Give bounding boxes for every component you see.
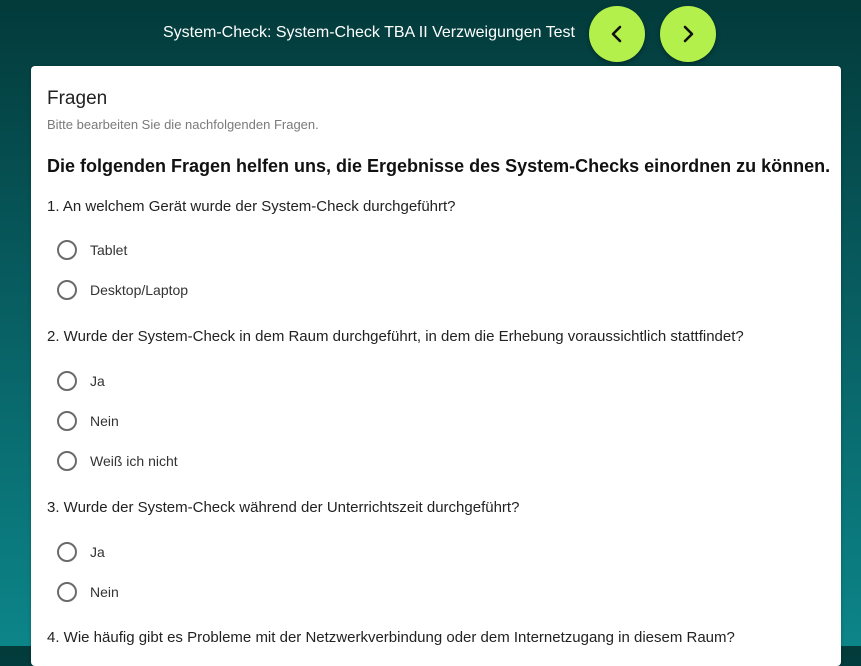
radio-option-ja[interactable] xyxy=(57,370,105,392)
option-label: Ja xyxy=(90,373,105,389)
radio-option-desktop-laptop[interactable] xyxy=(57,279,188,301)
option-label: Ja xyxy=(90,544,105,560)
radio-circle-icon[interactable] xyxy=(57,542,77,562)
questions-card xyxy=(31,66,841,666)
radio-circle-icon[interactable] xyxy=(57,411,77,431)
page-title: System-Check: System-Check TBA II Verzweigungen Test xyxy=(162,24,575,41)
option-label: Tablet xyxy=(90,242,128,258)
radio-option-nein[interactable] xyxy=(57,581,119,603)
radio-circle-icon[interactable] xyxy=(57,240,77,260)
question-3: 3. Wurde der System-Check während der Unterrichtszeit durchgeführt? xyxy=(47,499,520,516)
chevron-left-icon xyxy=(605,22,629,46)
question-2: 2. Wurde der System-Check in dem Raum durchgeführt, in dem die Erhebung voraussichtlich stattfindet? xyxy=(47,328,744,345)
radio-circle-icon[interactable] xyxy=(57,371,77,391)
option-label: Nein xyxy=(90,584,119,600)
card-title: Fragen xyxy=(47,88,108,109)
question-4: 4. Wie häufig gibt es Probleme mit der Netzwerkverbindung oder dem Internetzugang in diesem Raum? xyxy=(47,629,735,646)
radio-option-weiss-nicht[interactable] xyxy=(57,450,178,472)
top-bar xyxy=(0,0,861,66)
option-label: Desktop/Laptop xyxy=(90,282,189,298)
radio-option-ja[interactable] xyxy=(57,541,105,563)
option-label: Nein xyxy=(90,413,119,429)
question-1: 1. An welchem Gerät wurde der System-Check durchgeführt? xyxy=(47,198,456,215)
chevron-right-icon xyxy=(676,22,700,46)
intro-text: Die folgenden Fragen helfen uns, die Ergebnisse des System-Checks einordnen zu können. xyxy=(47,156,831,176)
radio-circle-icon[interactable] xyxy=(57,582,77,602)
radio-option-nein[interactable] xyxy=(57,410,119,432)
card-subtitle: Bitte bearbeiten Sie die nachfolgenden Fragen. xyxy=(47,117,319,132)
next-button[interactable] xyxy=(660,6,716,62)
radio-circle-icon[interactable] xyxy=(57,451,77,471)
radio-circle-icon[interactable] xyxy=(57,280,77,300)
radio-option-tablet[interactable] xyxy=(57,239,127,261)
option-label: Weiß ich nicht xyxy=(90,453,178,469)
previous-button[interactable] xyxy=(589,6,645,62)
